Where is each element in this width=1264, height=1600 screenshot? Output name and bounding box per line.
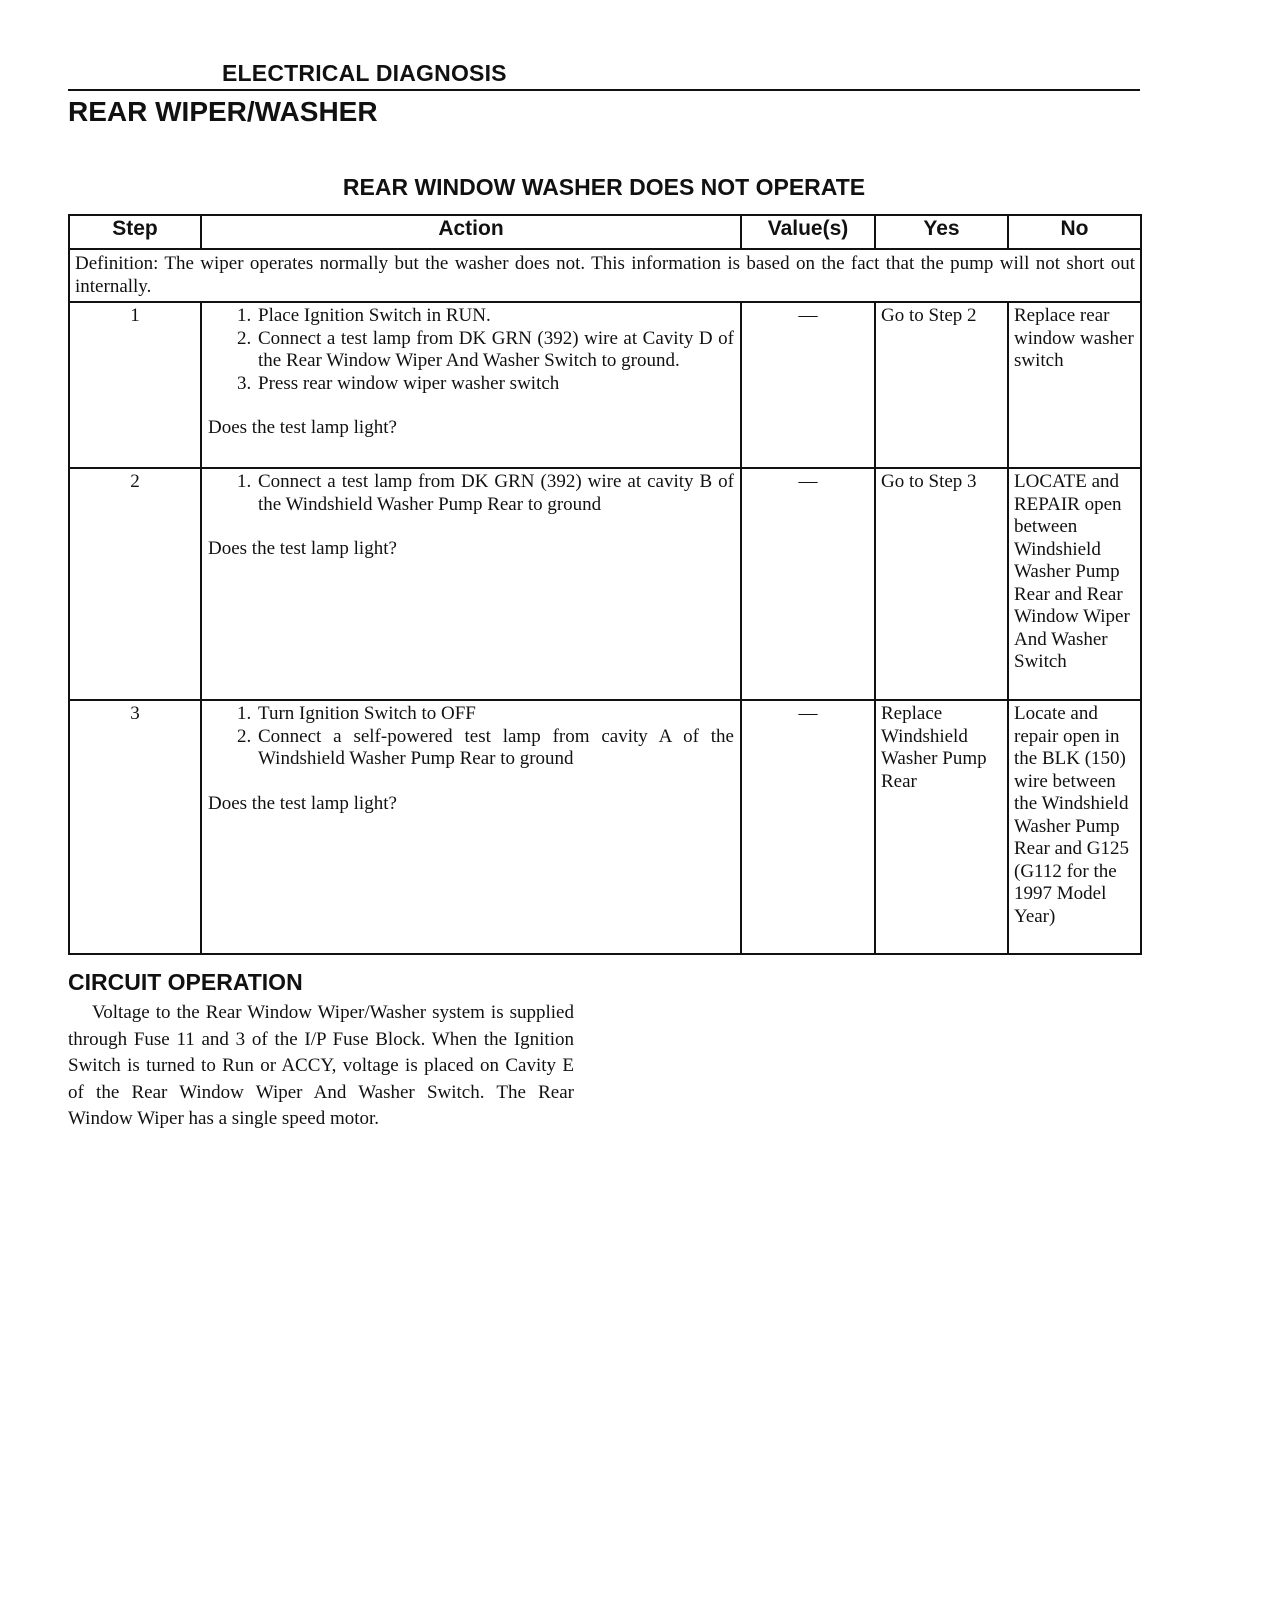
action-question: Does the test lamp light? <box>208 417 397 438</box>
action-item: 1. Connect a test lamp from DK GRN (392) wire at cavity B of the Windshield Washer Pump Rear to ground <box>256 471 734 516</box>
action-item: 2. Connect a self-powered test lamp from cavity A of the Windshield Washer Pump Rear to ground <box>256 726 734 771</box>
definition-row <box>69 249 1141 302</box>
action-question: Does the test lamp light? <box>208 792 397 814</box>
value-cell: — <box>741 700 875 954</box>
action-item: 3. Press rear window wiper washer switch <box>256 373 734 396</box>
yes-cell: Replace Windshield Washer Pump Rear <box>875 700 1008 954</box>
value-cell: — <box>741 302 875 468</box>
page-title: REAR WIPER/WASHER <box>68 96 378 127</box>
action-cell <box>201 700 741 954</box>
table-title: REAR WINDOW WASHER DOES NOT OPERATE <box>342 174 866 200</box>
table-row <box>69 700 1141 954</box>
action-list <box>208 305 734 395</box>
definition-text: Definition: The wiper operates normally but the washer does not. This information is based on the fact that the pump will not short out internally. <box>69 249 1141 302</box>
yes-cell: Go to Step 3 <box>875 468 1008 700</box>
action-cell <box>201 468 741 700</box>
column-header-values: Value(s) <box>741 215 875 249</box>
action-list <box>208 703 734 771</box>
action-list <box>208 471 734 516</box>
no-cell: LOCATE and REPAIR open between Windshield Washer Pump Rear and Rear Window Wiper And Washer Switch <box>1008 468 1141 700</box>
value-cell: — <box>741 468 875 700</box>
column-header-action: Action <box>201 215 741 249</box>
action-question: Does the test lamp light? <box>208 538 397 559</box>
no-cell: Locate and repair open in the BLK (150) wire between the Windshield Washer Pump Rear and G125 (G112 for the 1997 Model Year) <box>1008 700 1141 954</box>
step-number: 3 <box>69 700 201 954</box>
table-header-row <box>69 215 1141 249</box>
yes-cell: Go to Step 2 <box>875 302 1008 468</box>
step-number: 1 <box>69 302 201 468</box>
no-cell: Replace rear window washer switch <box>1008 302 1141 468</box>
header-rule <box>68 89 1140 91</box>
section-header: ELECTRICAL DIAGNOSIS <box>222 60 507 86</box>
column-header-step: Step <box>69 215 201 249</box>
action-item: 2. Connect a test lamp from DK GRN (392) wire at Cavity D of the Rear Window Wiper And Washer Switch to ground. <box>256 328 734 373</box>
action-item: 1. Turn Ignition Switch to OFF <box>256 703 734 726</box>
diagnostic-table <box>68 214 1142 955</box>
action-item: 1. Place Ignition Switch in RUN. <box>256 305 734 328</box>
column-header-yes: Yes <box>875 215 1008 249</box>
table-row <box>69 468 1141 700</box>
table-row <box>69 302 1141 468</box>
column-header-no: No <box>1008 215 1141 249</box>
circuit-operation-title: CIRCUIT OPERATION <box>68 969 303 995</box>
step-number: 2 <box>69 468 201 700</box>
circuit-operation-body: Voltage to the Rear Window Wiper/Washer system is supplied through Fuse 11 and 3 of the I/P Fuse Block. When the Ignition Switch is turned to Run or ACCY, voltage is placed on Cavity E of the Rear Window Wiper And Washer Switch. The Rear Window Wiper has a single speed motor. <box>68 1002 574 1129</box>
action-cell <box>201 302 741 468</box>
